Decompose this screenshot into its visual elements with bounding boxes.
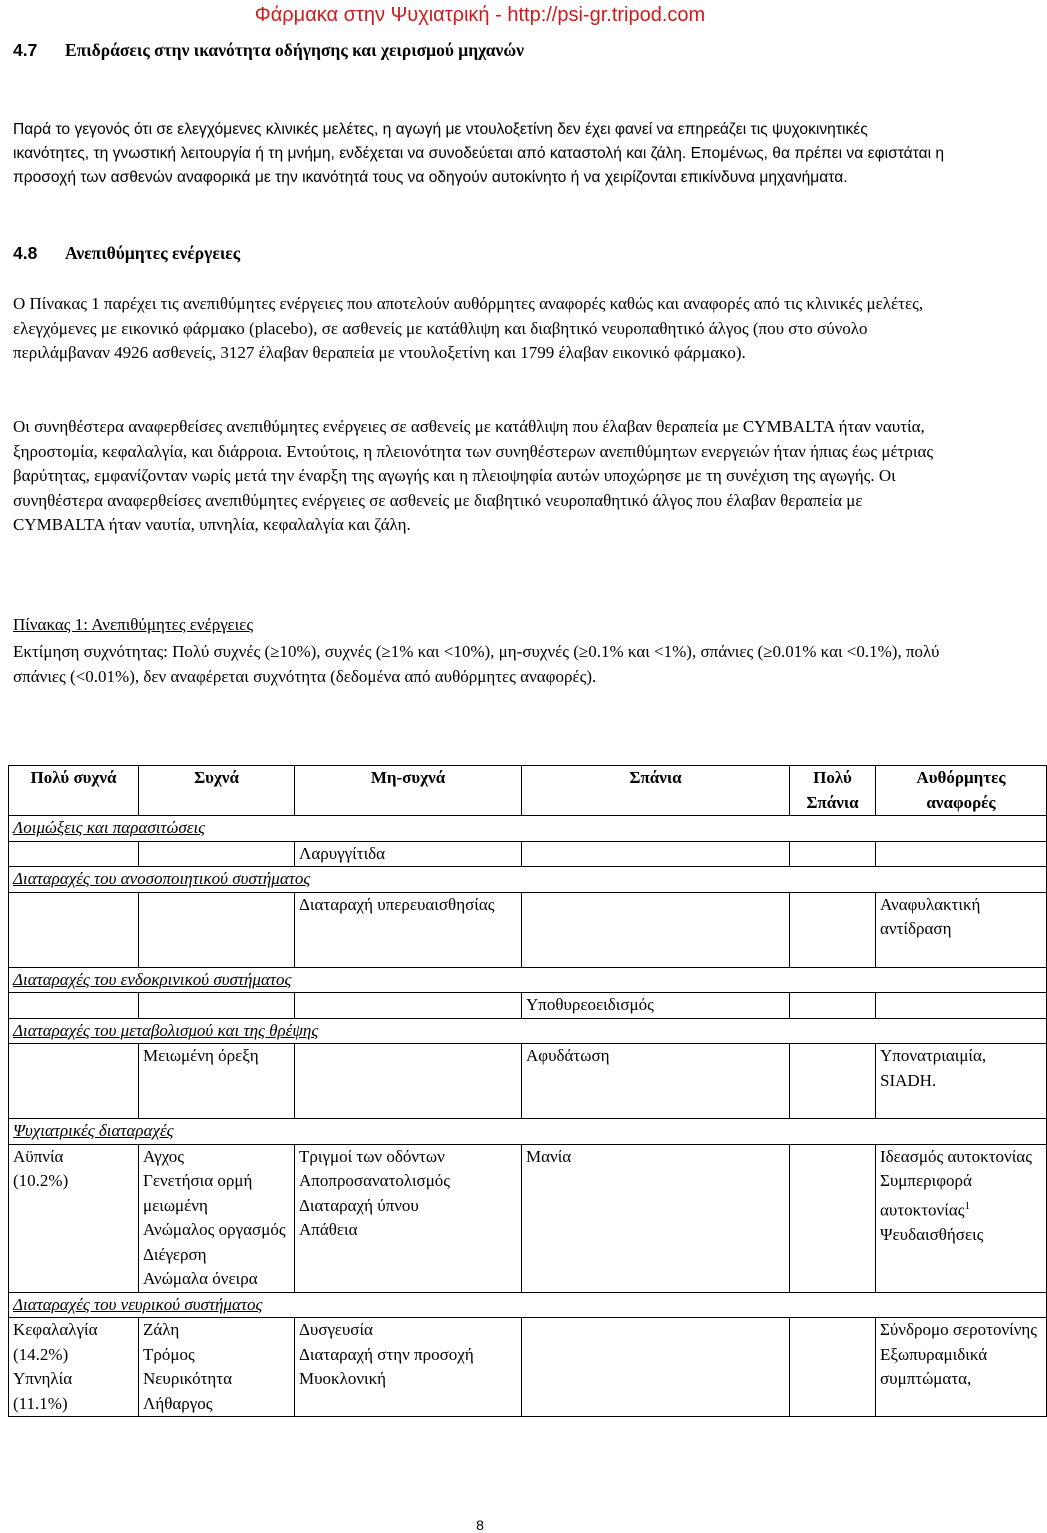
table-row <box>9 841 1047 867</box>
cell-common <box>139 1144 295 1292</box>
term: Κεφαλαλγία <box>13 1320 98 1339</box>
col-header-very-rare: Πολύ Σπάνια <box>790 766 876 816</box>
category-row <box>9 867 1047 893</box>
term: Σύνδρομο σεροτονίνης <box>880 1320 1038 1339</box>
section-4-7-heading <box>13 40 524 61</box>
cell-common: Μειωμένη όρεξη <box>139 1044 295 1119</box>
term: Αγχος <box>143 1146 185 1166</box>
col-header-spontaneous: Αυθόρμητες αναφορές <box>876 766 1047 816</box>
cell-common <box>139 1318 295 1417</box>
term: Ζάλη <box>143 1320 180 1339</box>
cell-spontaneous <box>876 1318 1047 1417</box>
page-number: 8 <box>476 1517 484 1533</box>
category-endocrine: Διαταραχές του ενδοκρινικού συστήματος <box>9 967 1047 993</box>
frequency-legend: Εκτίμηση συχνότητας: Πολύ συχνές (≥10%), συχνές (≥1% και <10%), μη-συχνές (≥0.1% και <1%), σπάνιες (≥0.01% και <0.1%), πολύ σπάνιες (<0.01%), δεν αναφέρεται συχνότητα (δεδομένα από αυθόρμητες αναφορές). <box>13 642 940 686</box>
section-4-8-paragraph-2: Οι συνηθέστερα αναφερθείσες ανεπιθύμητες ενέργειες σε ασθενείς με κατάθλιψη που έλαβαν θεραπεία με CYMBALTA ήταν ναυτία, ξηροστομία, κεφαλαλγία, και διάρροια. Εντούτοις, η πλειονότητα των συνηθέστερων ανεπιθύμητων ενεργειών ήταν ήπιας έως μέτριας βαρύτητας, εμφανίζονταν νωρίς μετά την έναρξη της αγωγής και η πλειοψηφία αυτών υποχώρησε με τη συνέχιση της αγωγής. Οι συνηθέστερα αναφερθείσες ανεπιθύμητες ενέργειες σε ασθενείς με διαβητικό νευροπαθητικό άλγος που έλαβαν θεραπεία με CYMBALTA ήταν ναυτία, υπνηλία, κεφαλαλγία και ζάλη. <box>13 417 934 534</box>
term: Δυσγευσία <box>299 1320 373 1339</box>
section-number: 4.8 <box>13 243 38 263</box>
term: Αϋπνία <box>13 1146 64 1166</box>
col-header-common: Συχνά <box>139 766 295 816</box>
cell-spontaneous: Αναφυλακτική αντίδραση <box>876 892 1047 967</box>
col-header-very-common: Πολύ συχνά <box>9 766 139 816</box>
cell-uncommon: Λαρυγγίτιδα <box>295 841 522 867</box>
category-immune: Διαταραχές του ανοσοποιητικού συστήματος <box>9 867 1047 893</box>
term: Μυοκλονική <box>299 1369 387 1388</box>
table-row <box>9 1144 1047 1292</box>
term: Γενετήσια ορμή μειωμένη <box>143 1171 253 1215</box>
category-row <box>9 1018 1047 1044</box>
term: Νευρικότητα <box>143 1369 233 1388</box>
category-psychiatric: Ψυχιατρικές διαταραχές <box>9 1119 1047 1145</box>
category-metabolism: Διαταραχές του μεταβολισμού και της θρέψης <box>9 1018 1047 1044</box>
table-row <box>9 1318 1047 1417</box>
table-caption: Πίνακας 1: Ανεπιθύμητες ενέργειες <box>13 615 254 634</box>
section-4-8-paragraph-1: Ο Πίνακας 1 παρέχει τις ανεπιθύμητες ενέργειες που αποτελούν αυθόρμητες αναφορές καθώς και αναφορές από τις κλινικές μελέτες, ελεγχόμενες με εικονικό φάρμακο (placebo), σε ασθενείς με κατάθλιψη και διαβητικό νευροπαθητικό άλγος (που στο σύνολο περιλάμβαναν 4926 ασθενείς, 3127 έλαβαν θεραπεία με ντουλοξετίνη και 1799 έλαβαν εικονικό φάρμακο). <box>13 294 924 362</box>
term-percent: (14.2%) <box>13 1344 69 1364</box>
table-row <box>9 993 1047 1019</box>
term: Διαταραχή στην προσοχή <box>299 1344 474 1364</box>
term: Τριγμοί των οδόντων <box>299 1146 445 1166</box>
term: Ψευδαισθήσεις <box>880 1224 984 1244</box>
cell-rare: Υποθυρεοειδισμός <box>522 993 790 1019</box>
cell-very-common <box>9 1144 139 1292</box>
term: Διαταραχή ύπνου <box>299 1195 419 1215</box>
category-nervous: Διαταραχές του νευρικού συστήματος <box>9 1292 1047 1318</box>
term: Ανώμαλα όνειρα <box>143 1269 258 1288</box>
term: Διέγερση <box>143 1244 207 1264</box>
term: Ανώμαλος οργασμός <box>143 1220 286 1239</box>
cell-uncommon: Διαταραχή υπερευαισθησίας <box>295 892 522 967</box>
footnote-marker: 1 <box>964 1199 970 1212</box>
term: Ιδεασμός αυτοκτονίας <box>880 1146 1032 1166</box>
term-percent: (11.1%) <box>13 1393 68 1413</box>
table-row <box>9 892 1047 967</box>
term: Υπνηλία <box>13 1369 73 1388</box>
cell-rare: Αφυδάτωση <box>522 1044 790 1119</box>
term: Λήθαργος <box>143 1393 213 1413</box>
section-title: Ανεπιθύμητες ενέργειες <box>65 243 241 263</box>
adverse-reactions-table <box>8 765 1047 1417</box>
section-title: Επιδράσεις στην ικανότητα οδήγησης και χειρισμού μηχανών <box>65 40 524 60</box>
category-row <box>9 816 1047 842</box>
cell-rare: Μανία <box>522 1144 790 1292</box>
category-row <box>9 1292 1047 1318</box>
section-4-7-body: Παρά το γεγονός ότι σε ελεγχόμενες κλινικές μελέτες, η αγωγή με ντουλοξετίνη δεν έχει φανεί να επηρεάζει τις ψυχοκινητικές ικανότητες, τη γνωστική λειτουργία ή τη μνήμη, ενδέχεται να συνοδεύεται από καταστολή και ζάλη. Επομένως, θα πρέπει να εφιστάται η προσοχή των ασθενών αναφορικά με την ικανότητά τους να οδηγούν αυτοκίνητο ή να χειρίζονται επικίνδυνα μηχανήματα. <box>13 121 945 186</box>
col-header-rare: Σπάνια <box>522 766 790 816</box>
term-percent: (10.2%) <box>13 1171 69 1190</box>
category-infections: Λοιμώξεις και παρασιτώσεις <box>9 816 1047 842</box>
cell-uncommon <box>295 1318 522 1417</box>
term <box>880 1169 1046 1223</box>
page-header: Φάρμακα στην Ψυχιατρική - http://psi-gr.tripod.com <box>254 4 706 26</box>
term: Εξωπυραμιδικά συμπτώματα, <box>880 1344 988 1388</box>
term-text: Συμπεριφορά αυτοκτονίας <box>880 1171 972 1220</box>
cell-spontaneous <box>876 1144 1047 1292</box>
cell-very-common <box>9 1318 139 1417</box>
table-header-row <box>9 766 1047 816</box>
term: Τρόμος <box>143 1344 195 1364</box>
section-number: 4.7 <box>13 40 38 60</box>
table-row <box>9 1044 1047 1119</box>
section-4-8-heading <box>13 243 240 264</box>
cell-spontaneous: Υπονατριαιμία, SIADH. <box>876 1044 1047 1119</box>
category-row <box>9 1119 1047 1145</box>
term: Αποπροσανατολισμός <box>299 1171 451 1190</box>
term: Απάθεια <box>299 1220 358 1239</box>
col-header-uncommon: Μη-συχνά <box>295 766 522 816</box>
category-row <box>9 967 1047 993</box>
cell-uncommon <box>295 1144 522 1292</box>
